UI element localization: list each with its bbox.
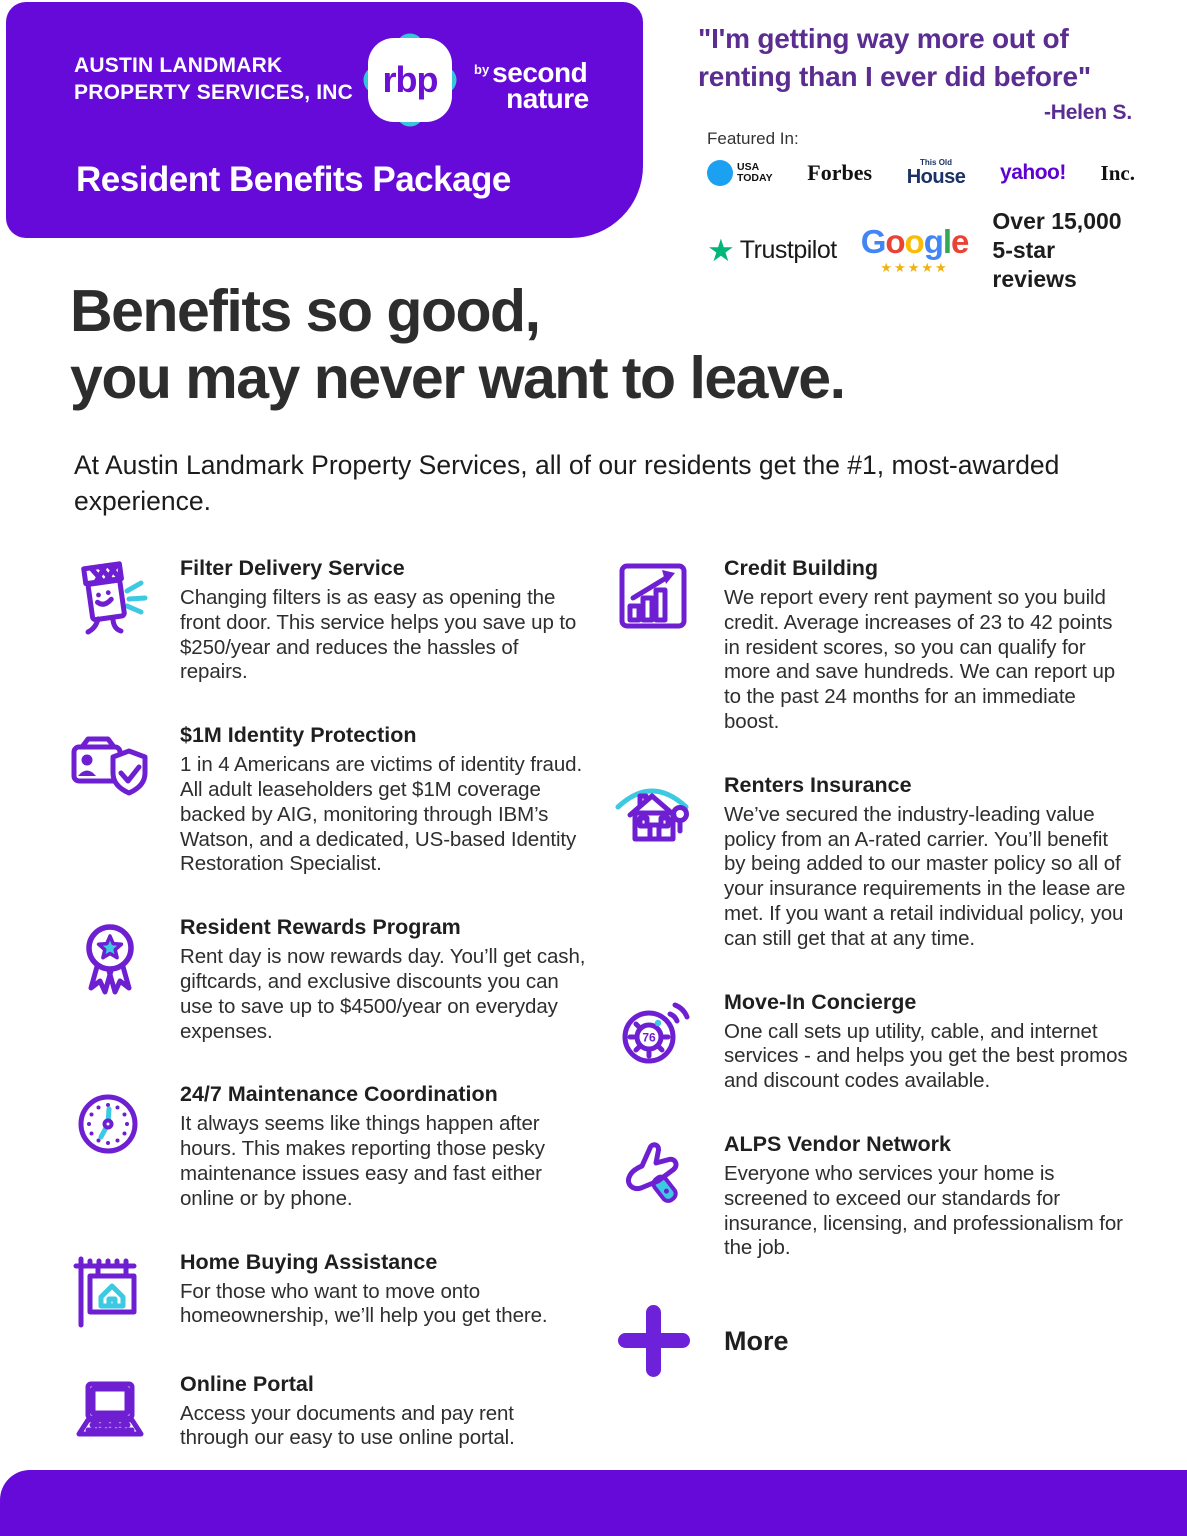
headline-line1: Benefits so good, [70,278,540,344]
benefit-body: For those who want to move onto homeownership, we’ll help you get there. [180,1279,548,1328]
header-card [6,2,643,238]
benefit-body: We report every rent payment so you build credit. Average increases of 23 to 42 points in resident scores, so you can qualify for more and save hundreds. We can report up to the past 24 months for an immediate boost. [724,586,1116,733]
trustpilot-label: Trustpilot [739,235,837,264]
rbp-badge [354,24,466,136]
benefit-item-identity-protection [62,723,588,877]
footer-band [0,1470,1187,1536]
trustpilot-logo [707,232,837,268]
this-old-house-top: This Old [920,158,953,167]
filter-delivery-icon [62,556,158,685]
yahoo-logo: yahoo! [1000,161,1066,184]
brand-word-nature: nature [506,82,589,114]
benefit-item-renters-insurance [606,773,1132,952]
trustpilot-star-icon: ★ [707,232,735,268]
google-logo [860,222,969,276]
usa-today-text [737,162,773,184]
credit-chart-icon [606,556,702,735]
google-letter: G [860,222,886,260]
benefit-body: Everyone who services your home is screened to exceed our standards for insurance, licensing, and professionalism for the job. [724,1161,1123,1260]
google-wordmark [860,222,969,260]
benefit-item-home-buying [62,1250,588,1334]
benefit-item-resident-rewards [62,915,588,1044]
google-letter: o [885,222,905,260]
headline-line2: you may never want to leave. [70,345,845,412]
reviews-summary [992,207,1135,293]
usa-today-line1: USA [737,160,760,173]
google-letter: g [923,222,943,260]
benefit-title: Filter Delivery Service [180,556,405,580]
google-letter: e [951,222,969,260]
benefit-title: $1M Identity Protection [180,723,417,748]
benefit-title: 24/7 Maintenance Coordination [180,1082,498,1107]
thumbs-up-icon [606,1132,702,1261]
benefits-right-column [606,556,1132,1456]
benefits-grid [62,556,1132,1456]
laptop-icon [62,1372,158,1456]
second-nature-logo [474,57,589,136]
featured-in-label: Featured In: [707,129,799,148]
benefit-item-credit-building [606,556,1132,735]
benefit-title: Renters Insurance [724,772,912,797]
benefit-body: We’ve secured the industry-leading value policy from an A-rated carrier. You’ll benefit by being added to our master policy so all of your insurance requirements in the lease are met. If you want a retail individual policy, you can still get that at any time. [724,802,1126,950]
benefit-body: Access your documents and pay rent through our easy to use online portal. [180,1401,515,1450]
benefit-body: Rent day is now rewards day. You’ll get cash, giftcards, and exclusive discounts you can use to save up to $4500/year on everyday expenses. [180,945,586,1043]
benefit-item-online-portal [62,1372,588,1456]
benefits-left-column [62,556,588,1456]
reviews-summary-line2: 5-star reviews [992,236,1077,292]
google-stars: ★★★★★ [880,259,949,275]
quote-line2: renting than I ever did before" [698,60,1091,92]
google-letter: l [942,222,952,260]
benefit-title: More [724,1325,789,1356]
brand-word-second: second [492,57,588,88]
rbp-badge-face [368,38,452,122]
benefit-item-more [606,1299,1132,1383]
google-letter: o [904,222,924,260]
company-name [74,52,353,107]
benefit-title: Online Portal [180,1371,314,1396]
benefit-item-maintenance [62,1082,588,1211]
benefit-title: Resident Rewards Program [180,915,461,940]
inc-logo: Inc. [1100,160,1135,185]
insured-house-icon [606,773,702,952]
second-nature-wordmark [492,57,589,136]
benefit-body: One call sets up utility, cable, and internet services - and helps you get the best promos and discount codes available. [724,1019,1128,1093]
home-sign-icon [62,1250,158,1334]
benefit-body: Changing filters is as easy as opening the front door. This service helps you save up to $250/year and reduces the hassles of repairs. [180,586,577,684]
rbp-logo [354,24,589,136]
benefit-item-move-in-concierge [606,990,1132,1094]
forbes-logo: Forbes [807,160,873,185]
rbp-logo-text: rbp [382,59,438,100]
benefit-title: Move-In Concierge [724,989,917,1014]
benefit-title: Home Buying Assistance [180,1249,438,1274]
rewards-medal-icon [62,915,158,1044]
usa-today-logo [707,160,773,186]
package-title: Resident Benefits Package [76,160,511,199]
testimonial-quote [698,20,1132,127]
quote-attribution: -Helen S. [1043,101,1132,125]
page-subheadline: At Austin Landmark Property Services, all of our residents get the #1, most-awarded experience. [74,450,1060,516]
benefit-title: Credit Building [724,556,879,580]
featured-in-section [707,129,1135,293]
press-logo-row [707,159,1135,187]
benefit-item-filter-delivery [62,556,588,685]
plus-icon [606,1299,702,1383]
page-headline [70,278,845,413]
quote-line1: "I'm getting way more out of [698,23,1069,54]
benefit-item-alps-vendor-network [606,1132,1132,1261]
by-label: by [474,62,490,77]
clock-icon [62,1082,158,1211]
benefit-body: It always seems like things happen after hours. This makes reporting those pesky maintenance issues easy and fast either online or by phone. [180,1112,545,1210]
thermostat-value: 76 [642,1030,656,1045]
thermostat-icon [606,990,702,1094]
identity-protection-icon [62,723,158,877]
benefit-title: ALPS Vendor Network [724,1131,951,1156]
usa-today-line2: TODAY [737,172,773,184]
benefit-body: 1 in 4 Americans are victims of identity fraud. All adult leaseholders get $1M coverage backed by AIG, monitoring through IBM’s Watson, and a dedicated, US-based Identity Restoration Specialist. [180,753,583,876]
usa-today-circle-icon [707,160,733,186]
company-name-line1: AUSTIN LANDMARK [74,54,283,77]
this-old-house-logo [907,159,966,187]
this-old-house-main: House [906,166,966,188]
company-name-line2: PROPERTY SERVICES, INC [74,81,354,105]
reviews-summary-line1: Over 15,000 [992,208,1122,234]
